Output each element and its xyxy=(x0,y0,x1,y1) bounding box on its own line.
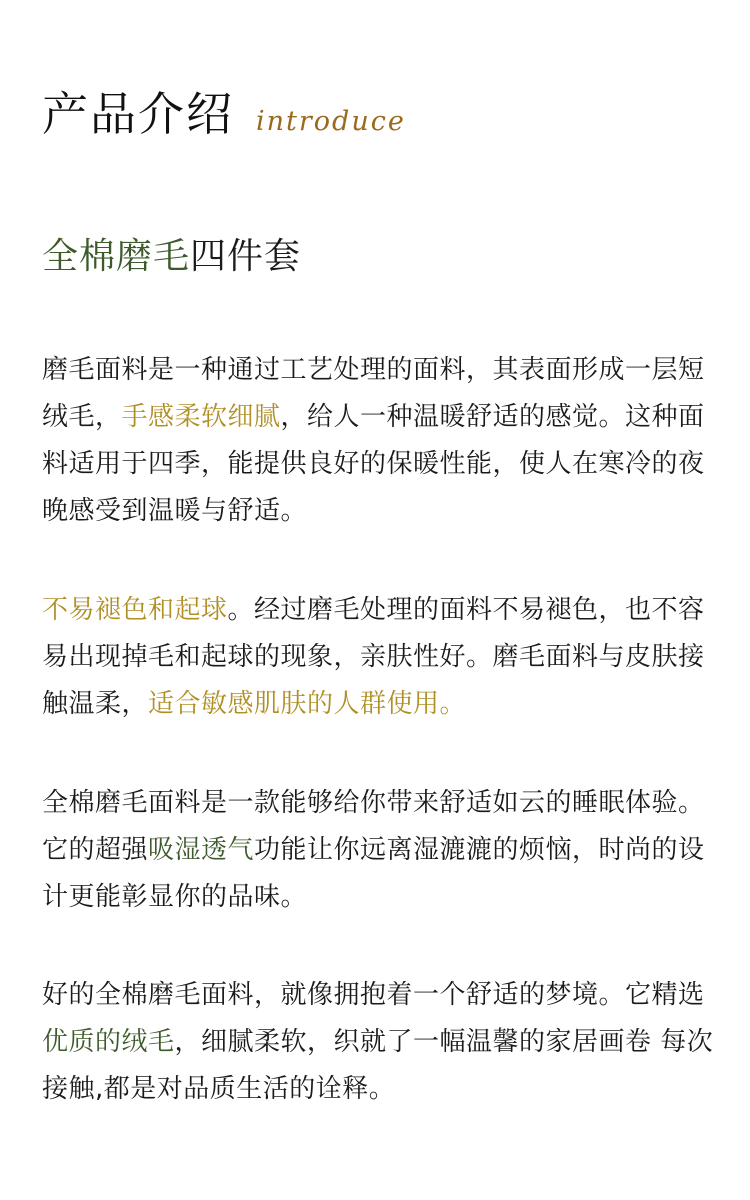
paragraph-text: 磨毛面料是一种通过工艺处理的面料，其表面形成一层短绒毛， xyxy=(42,355,705,432)
paragraph-text: 全棉磨毛面料是一款能够给你带来舒适如云的睡眠体验。它的超强 xyxy=(42,788,705,865)
paragraph-durability xyxy=(42,587,714,728)
product-title xyxy=(42,228,301,279)
section-subtitle: introduce xyxy=(256,106,406,137)
section-title: 产品介绍 xyxy=(42,87,234,141)
paragraph-quality xyxy=(42,972,714,1113)
paragraph-text: ，细腻柔软，织就了一幅温馨的家居画卷 每次接触,都是对品质生活的诠释。 xyxy=(42,1027,714,1104)
paragraph-text: 功能让你远离湿漉漉的烦恼，时尚的设计更能彰显你的品味。 xyxy=(42,835,705,912)
product-title-rest: 四件套 xyxy=(190,236,302,277)
paragraph-softness xyxy=(42,347,714,535)
highlight-text: 不易褪色和起球 xyxy=(42,595,228,625)
paragraph-text: 好的全棉磨毛面料，就像拥抱着一个舒适的梦境。它精选 xyxy=(42,980,705,1010)
highlight-text: 优质的绒毛 xyxy=(42,1027,175,1057)
highlight-text: 吸湿透气 xyxy=(148,835,255,865)
highlight-text: 手感柔软细腻 xyxy=(121,402,281,432)
paragraph-breathability xyxy=(42,780,714,921)
section-header xyxy=(42,78,406,144)
paragraph-text: 。经过磨毛处理的面料不易褪色，也不容易出现掉毛和起球的现象，亲肤性好。磨毛面料与皮肤接触温柔， xyxy=(42,595,705,719)
paragraph-text: ，给人一种温暖舒适的感觉。这种面料适用于四季，能提供良好的保暖性能，使人在寒冷的夜晚感受到温暖与舒适。 xyxy=(42,402,705,526)
highlight-text: 适合敏感肌肤的人群使用。 xyxy=(148,689,467,719)
product-title-highlight: 全棉磨毛 xyxy=(42,236,191,277)
